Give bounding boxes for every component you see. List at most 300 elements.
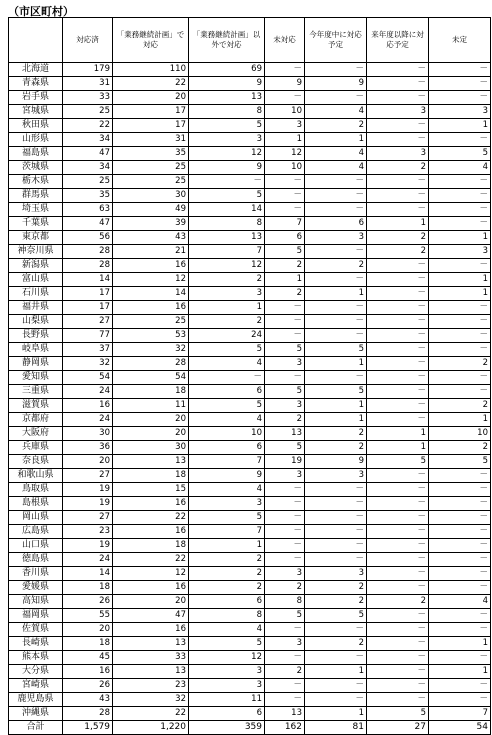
table-cell: －	[305, 483, 367, 497]
table-cell: －	[265, 371, 305, 385]
table-cell: －	[265, 693, 305, 707]
table-row	[9, 77, 491, 91]
table-cell: －	[305, 273, 367, 287]
table-cell: 7	[189, 455, 265, 469]
table-cell: 13	[113, 665, 189, 679]
table-cell: 17	[63, 301, 113, 315]
table-cell: 5	[367, 455, 429, 469]
table-cell: 6	[189, 595, 265, 609]
table-row	[9, 371, 491, 385]
table-cell: －	[265, 301, 305, 315]
table-cell: 6	[189, 707, 265, 721]
table-cell: 3	[189, 287, 265, 301]
table-cell: 5	[305, 343, 367, 357]
prefecture-name: 神奈川県	[9, 245, 63, 259]
table-cell: －	[429, 189, 491, 203]
table-cell: 2	[265, 665, 305, 679]
table-cell: 8	[265, 595, 305, 609]
table-row	[9, 455, 491, 469]
table-cell: 5	[189, 119, 265, 133]
table-cell: －	[265, 623, 305, 637]
table-cell: －	[265, 189, 305, 203]
table-cell: 3	[189, 665, 265, 679]
prefecture-name: 愛媛県	[9, 581, 63, 595]
column-header: 「業務継続計画」以外で対応	[189, 18, 265, 63]
table-cell: 17	[63, 287, 113, 301]
table-cell: －	[367, 91, 429, 105]
table-cell: 12	[189, 259, 265, 273]
table-cell: 34	[63, 161, 113, 175]
table-cell: 15	[113, 483, 189, 497]
table-cell: 4	[189, 483, 265, 497]
table-row	[9, 203, 491, 217]
table-cell: －	[367, 609, 429, 623]
table-cell: 2	[305, 595, 367, 609]
table-cell: 35	[113, 147, 189, 161]
table-cell: 22	[113, 511, 189, 525]
table-cell: －	[367, 399, 429, 413]
table-cell: －	[367, 567, 429, 581]
table-cell: 20	[113, 413, 189, 427]
table-cell: 1	[429, 287, 491, 301]
table-cell: 25	[113, 315, 189, 329]
table-cell: －	[429, 679, 491, 693]
table-cell: －	[429, 539, 491, 553]
prefecture-name: 長崎県	[9, 637, 63, 651]
prefecture-name: 宮城県	[9, 105, 63, 119]
table-cell: －	[429, 623, 491, 637]
table-cell: －	[367, 371, 429, 385]
table-cell: 2	[189, 273, 265, 287]
table-cell: －	[429, 525, 491, 539]
table-cell: 18	[63, 581, 113, 595]
table-cell: 54	[113, 371, 189, 385]
table-cell: 16	[63, 399, 113, 413]
table-cell: 2	[305, 427, 367, 441]
table-cell: 19	[63, 539, 113, 553]
table-cell: －	[305, 91, 367, 105]
table-cell: 18	[113, 539, 189, 553]
table-cell: －	[265, 553, 305, 567]
table-cell: 9	[189, 469, 265, 483]
table-cell: 31	[113, 133, 189, 147]
table-cell: 1	[367, 427, 429, 441]
table-row	[9, 483, 491, 497]
table-cell: 14	[63, 273, 113, 287]
table-row	[9, 287, 491, 301]
table-row	[9, 161, 491, 175]
table-cell: －	[265, 511, 305, 525]
table-cell: －	[367, 469, 429, 483]
table-cell: 54	[63, 371, 113, 385]
table-cell: 1	[189, 539, 265, 553]
table-cell: 13	[189, 231, 265, 245]
table-cell: 10	[265, 161, 305, 175]
table-cell: －	[265, 63, 305, 77]
column-header: 未定	[429, 18, 491, 63]
table-caption: （市区町村）	[8, 5, 74, 18]
prefecture-name: 佐賀県	[9, 623, 63, 637]
table-cell: 3	[265, 469, 305, 483]
table-cell: 10	[429, 427, 491, 441]
table-cell: 20	[113, 595, 189, 609]
table-cell: －	[367, 63, 429, 77]
table-cell: 14	[189, 203, 265, 217]
table-row	[9, 651, 491, 665]
prefecture-name: 沖縄県	[9, 707, 63, 721]
column-header: 「業務継続計画」で対応	[113, 18, 189, 63]
table-cell: 27	[63, 511, 113, 525]
table-cell: 1	[367, 441, 429, 455]
table-cell: 9	[189, 77, 265, 91]
table-cell: 2	[367, 595, 429, 609]
prefecture-name: 福岡県	[9, 609, 63, 623]
table-cell: 18	[113, 469, 189, 483]
table-cell: 21	[113, 245, 189, 259]
table-cell: 24	[63, 385, 113, 399]
table-cell: －	[305, 203, 367, 217]
table-cell: 30	[113, 189, 189, 203]
table-cell: －	[429, 483, 491, 497]
table-cell: 4	[189, 413, 265, 427]
table-cell: 179	[63, 63, 113, 77]
prefecture-name: 新潟県	[9, 259, 63, 273]
table-cell: 5	[189, 637, 265, 651]
table-cell: －	[367, 525, 429, 539]
prefecture-name: 兵庫県	[9, 441, 63, 455]
table-cell: 7	[189, 525, 265, 539]
table-cell: 2	[189, 567, 265, 581]
prefecture-name: 三重県	[9, 385, 63, 399]
table-row	[9, 329, 491, 343]
table-cell: 47	[63, 217, 113, 231]
prefecture-name: 福井県	[9, 301, 63, 315]
table-cell: 2	[305, 581, 367, 595]
table-cell: 2	[189, 581, 265, 595]
table-cell: 16	[113, 301, 189, 315]
table-cell: 1	[305, 357, 367, 371]
table-cell: －	[305, 245, 367, 259]
table-cell: 1	[367, 217, 429, 231]
table-cell: －	[265, 651, 305, 665]
table-cell: 16	[113, 623, 189, 637]
table-cell: 16	[63, 665, 113, 679]
table-cell: 16	[113, 525, 189, 539]
table-cell: 23	[63, 525, 113, 539]
table-cell: －	[305, 553, 367, 567]
table-cell: 2	[265, 259, 305, 273]
table-cell: 14	[113, 287, 189, 301]
table-row	[9, 693, 491, 707]
table-row	[9, 259, 491, 273]
table-cell: －	[429, 203, 491, 217]
table-cell: 25	[113, 161, 189, 175]
column-header: 今年度中に対応予定	[305, 18, 367, 63]
table-cell: 20	[63, 623, 113, 637]
prefecture-name: 山梨県	[9, 315, 63, 329]
table-cell: 45	[63, 651, 113, 665]
table-cell: 3	[265, 567, 305, 581]
prefecture-name: 宮崎県	[9, 679, 63, 693]
table-cell: 2	[429, 357, 491, 371]
prefecture-name: 京都府	[9, 413, 63, 427]
prefecture-name: 徳島県	[9, 553, 63, 567]
table-cell: 18	[63, 637, 113, 651]
table-cell: －	[305, 497, 367, 511]
table-body	[9, 63, 491, 735]
table-cell: 1	[305, 665, 367, 679]
table-cell: 3	[367, 105, 429, 119]
table-row	[9, 343, 491, 357]
table-cell: －	[265, 497, 305, 511]
table-cell: 12	[113, 567, 189, 581]
table-cell: 8	[189, 105, 265, 119]
total-row	[9, 721, 491, 735]
table-cell: －	[265, 679, 305, 693]
table-cell: 24	[63, 413, 113, 427]
table-cell: －	[305, 315, 367, 329]
table-cell: 9	[265, 77, 305, 91]
table-cell: 28	[63, 707, 113, 721]
table-cell: 162	[265, 721, 305, 735]
table-row	[9, 357, 491, 371]
table-cell: －	[367, 553, 429, 567]
table-row	[9, 105, 491, 119]
table-cell: 25	[113, 175, 189, 189]
table-cell: 33	[63, 91, 113, 105]
table-row	[9, 189, 491, 203]
table-cell: 11	[189, 693, 265, 707]
table-cell: 4	[305, 147, 367, 161]
table-cell: 19	[63, 483, 113, 497]
table-row	[9, 399, 491, 413]
table-cell: 43	[63, 693, 113, 707]
prefecture-name: 茨城県	[9, 161, 63, 175]
table-cell: －	[429, 693, 491, 707]
table-cell: 1	[265, 273, 305, 287]
table-cell: 22	[113, 553, 189, 567]
table-cell: 13	[113, 455, 189, 469]
table-cell: －	[265, 91, 305, 105]
table-cell: 5	[429, 147, 491, 161]
table-cell: 27	[367, 721, 429, 735]
table-cell: 20	[113, 91, 189, 105]
table-row	[9, 175, 491, 189]
table-cell: －	[265, 483, 305, 497]
table-cell: －	[367, 175, 429, 189]
column-header: 未対応	[265, 18, 305, 63]
prefecture-name: 山形県	[9, 133, 63, 147]
table-cell: 1	[429, 273, 491, 287]
prefecture-name: 福島県	[9, 147, 63, 161]
table-cell: －	[429, 259, 491, 273]
table-cell: －	[305, 539, 367, 553]
table-cell: 16	[113, 497, 189, 511]
table-cell: 12	[189, 651, 265, 665]
table-cell: －	[429, 385, 491, 399]
table-cell: 3	[265, 357, 305, 371]
table-cell: 1,220	[113, 721, 189, 735]
table-cell: 5	[265, 385, 305, 399]
table-cell: 1	[429, 231, 491, 245]
column-header: 対応済	[63, 18, 113, 63]
table-cell: 5	[189, 189, 265, 203]
prefecture-name: 千葉県	[9, 217, 63, 231]
prefecture-name: 群馬県	[9, 189, 63, 203]
table-cell: －	[429, 469, 491, 483]
table-cell: 9	[305, 77, 367, 91]
table-cell: －	[429, 343, 491, 357]
table-cell: －	[429, 91, 491, 105]
table-cell: －	[429, 371, 491, 385]
table-cell: 2	[265, 413, 305, 427]
prefecture-name: 熊本県	[9, 651, 63, 665]
table-cell: 3	[265, 119, 305, 133]
table-row	[9, 133, 491, 147]
table-row	[9, 413, 491, 427]
table-cell: －	[429, 63, 491, 77]
total-label: 合計	[9, 721, 63, 735]
table-cell: 16	[113, 259, 189, 273]
table-row	[9, 427, 491, 441]
table-cell: 6	[189, 385, 265, 399]
table-cell: 6	[189, 441, 265, 455]
prefecture-name: 東京都	[9, 231, 63, 245]
table-cell: 3	[367, 147, 429, 161]
table-cell: 5	[305, 385, 367, 399]
table-cell: 3	[429, 105, 491, 119]
table-cell: －	[429, 581, 491, 595]
table-cell: －	[429, 553, 491, 567]
table-cell: 1	[305, 287, 367, 301]
prefecture-name: 秋田県	[9, 119, 63, 133]
table-cell: －	[367, 637, 429, 651]
table-cell: 2	[305, 259, 367, 273]
prefecture-name: 岩手県	[9, 91, 63, 105]
table-cell: 3	[429, 245, 491, 259]
table-cell: 5	[189, 343, 265, 357]
table-cell: －	[367, 315, 429, 329]
table-row	[9, 525, 491, 539]
table-cell: －	[367, 665, 429, 679]
table-cell: －	[429, 133, 491, 147]
table-cell: 47	[63, 147, 113, 161]
table-cell: 17	[113, 119, 189, 133]
table-cell: 28	[63, 245, 113, 259]
table-cell: －	[367, 273, 429, 287]
table-cell: 4	[429, 161, 491, 175]
table-cell: －	[367, 539, 429, 553]
table-cell: －	[367, 119, 429, 133]
table-row	[9, 315, 491, 329]
table-cell: 26	[63, 679, 113, 693]
table-cell: 2	[265, 287, 305, 301]
table-cell: 1	[429, 413, 491, 427]
table-cell: －	[367, 357, 429, 371]
table-cell: －	[429, 511, 491, 525]
prefecture-name: 山口県	[9, 539, 63, 553]
prefecture-name: 栃木県	[9, 175, 63, 189]
table-cell: 27	[63, 315, 113, 329]
table-cell: 5	[429, 455, 491, 469]
table-cell: 13	[113, 637, 189, 651]
table-cell: －	[305, 189, 367, 203]
table-cell: 77	[63, 329, 113, 343]
table-cell: 18	[113, 385, 189, 399]
table-cell: 12	[189, 147, 265, 161]
table-row	[9, 385, 491, 399]
table-cell: 22	[63, 119, 113, 133]
table-cell: 9	[189, 161, 265, 175]
table-cell: 24	[63, 553, 113, 567]
table-cell: 23	[113, 679, 189, 693]
prefecture-name: 高知県	[9, 595, 63, 609]
table-cell: －	[367, 581, 429, 595]
table-cell: －	[367, 329, 429, 343]
table-cell: －	[265, 175, 305, 189]
table-cell: 43	[113, 231, 189, 245]
table-row	[9, 469, 491, 483]
table-cell: 20	[113, 427, 189, 441]
table-cell: －	[305, 693, 367, 707]
table-cell: －	[265, 329, 305, 343]
table-cell: 39	[113, 217, 189, 231]
table-cell: 10	[189, 427, 265, 441]
prefecture-name: 島根県	[9, 497, 63, 511]
table-cell: 5	[189, 399, 265, 413]
prefecture-name: 大分県	[9, 665, 63, 679]
table-cell: 4	[189, 357, 265, 371]
table-cell: 31	[63, 77, 113, 91]
table-cell: －	[367, 385, 429, 399]
table-cell: 5	[189, 511, 265, 525]
table-cell: －	[429, 217, 491, 231]
table-cell: 8	[189, 609, 265, 623]
table-cell: 359	[189, 721, 265, 735]
table-row	[9, 497, 491, 511]
table-cell: 63	[63, 203, 113, 217]
table-cell: 3	[189, 679, 265, 693]
table-cell: 55	[63, 609, 113, 623]
table-cell: －	[189, 371, 265, 385]
prefecture-name: 香川県	[9, 567, 63, 581]
prefecture-name: 岡山県	[9, 511, 63, 525]
table-cell: －	[429, 315, 491, 329]
table-cell: 54	[429, 721, 491, 735]
table-cell: 17	[113, 105, 189, 119]
table-cell: 35	[63, 189, 113, 203]
table-cell: －	[189, 175, 265, 189]
table-cell: 32	[63, 357, 113, 371]
table-cell: －	[305, 329, 367, 343]
table-cell: 1	[429, 119, 491, 133]
table-cell: 2	[189, 553, 265, 567]
table-cell: 1	[189, 301, 265, 315]
table-cell: －	[429, 329, 491, 343]
table-cell: 1	[305, 413, 367, 427]
table-cell: 56	[63, 231, 113, 245]
table-cell: 3	[189, 497, 265, 511]
prefecture-name: 広島県	[9, 525, 63, 539]
prefecture-name: 滋賀県	[9, 399, 63, 413]
table-cell: 7	[429, 707, 491, 721]
table-cell: 2	[367, 161, 429, 175]
prefecture-name: 岐阜県	[9, 343, 63, 357]
table-cell: －	[429, 301, 491, 315]
table-cell: 28	[113, 357, 189, 371]
table-cell: 3	[265, 399, 305, 413]
table-cell: －	[429, 609, 491, 623]
